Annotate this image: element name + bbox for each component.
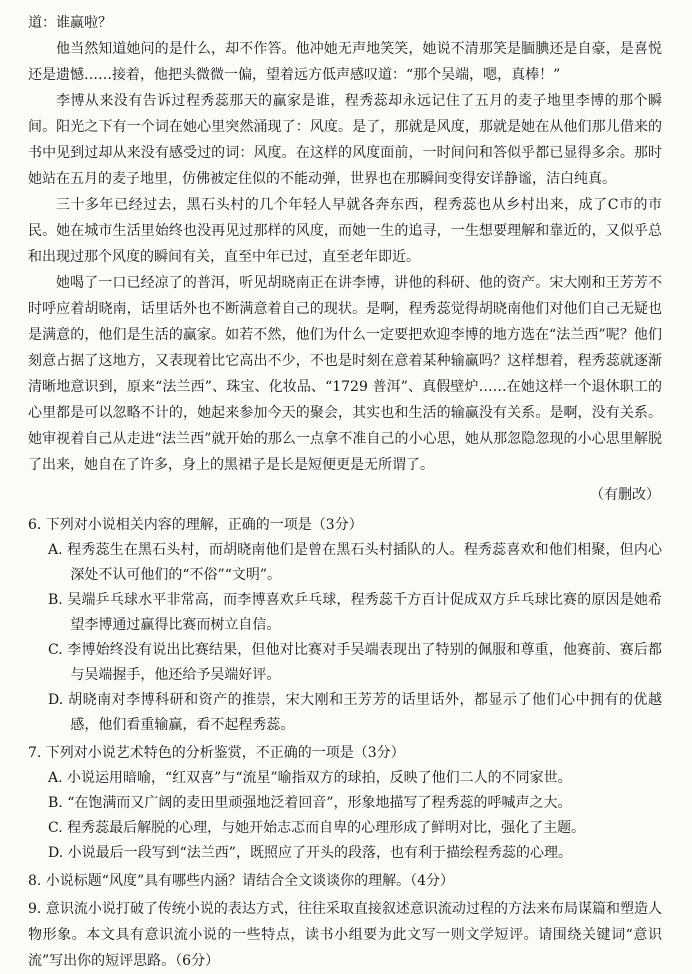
question-stem: 7. 下列对小说艺术特色的分析鉴赏，不正确的一项是（3分）	[28, 745, 405, 761]
question-9	[28, 896, 662, 974]
option-d: D. 胡晓南对李博科研和资产的推崇，宋大刚和王芳芳的话里话外，都显示了他们心中拥有的优越感，他们看重输赢，看不起程秀蕊。	[48, 692, 662, 733]
question-8	[28, 868, 662, 894]
question-stem: 8. 小说标题“风度”具有哪些内涵？请结合全文谈谈你的理解。（4分）	[28, 873, 455, 889]
question-stem: 6. 下列对小说相关内容的理解，正确的一项是（3分）	[28, 517, 363, 533]
passage-paragraph: 三十多年已经过去，黑石头村的几个年轻人早就各奔东西，程秀蕊也从乡村出来，成了C市的市民。她在城市生活里始终也没再见过那样的风度，而她一生的追寻，一生想要理解和靠近的，又似乎总和出现过那个风度的瞬间有关，直至中年已过，直至老年即近。	[28, 197, 662, 265]
passage	[28, 10, 662, 478]
question-stem: 9. 意识流小说打破了传统小说的表达方式，往往采取直接叙述意识流动过程的方法来布局谋篇和塑造人物形象。本文具有意识流小说的一些特点，读书小组要为此文写一则文学短评。请围绕关键词“意识流”写出你的短评思路。（6分）	[28, 901, 662, 969]
passage-paragraph: 他当然知道她问的是什么，却不作答。他冲她无声地笑笑，她说不清那笑是腼腆还是自豪，是喜悦还是遗憾……接着，他把头微微一偏，望着远方低声感叹道：“那个吴端，嗯，真棒！”	[28, 41, 662, 83]
question-6	[28, 512, 662, 738]
option-c: C. 程秀蕊最后解脱的心理，与她开始志忑而自卑的心理形成了鲜明对比，强化了主题。	[48, 820, 586, 836]
option-c: C. 李博始终没有说出比赛结果，但他对比赛对手吴端表现出了特别的佩服和尊重，他赛前、赛后都与吴端握手，他还给予吴端好评。	[48, 642, 662, 683]
passage-paragraph: 李博从来没有告诉过程秀蕊那天的赢家是谁，程秀蕊却永远记住了五月的麦子地里李博的那个瞬间。阳光之下有一个词在她心里突然涌现了：风度。是了，那就是风度，那就是她在从他们那儿借来的书中见到过却从来没有感受过的词：风度。在这样的风度面前，一时间问和答似乎都已显得多余。那时她站在五月的麦子地里，仿佛被定住似的不能动弹，世界也在那瞬间变得安详静谧，洁白纯真。	[28, 93, 662, 187]
source-note: （有删改）	[590, 487, 660, 503]
option-a: A. 小说运用暗喻，“红双喜”与“流星”喻指双方的球拍，反映了他们二人的不同家世。	[48, 770, 572, 786]
passage-paragraph: 道：谁赢啦？	[28, 15, 112, 31]
question-7	[28, 740, 662, 866]
option-d: D. 小说最后一段写到“法兰西”，既照应了开头的段落，也有利于描绘程秀蕊的心理。	[48, 845, 572, 861]
option-b: B. “在饱满而又广阔的麦田里顽强地泛着回音”，形象地描写了程秀蕊的呼喊声之大。	[48, 795, 572, 811]
passage-paragraph: 她喝了一口已经凉了的普洱，听见胡晓南正在讲李博，讲他的科研、他的资产。宋大刚和王芳芳不时呼应着胡晓南，话里话外也不断满意着自己的现状。是啊，程秀蕊觉得胡晓南他们对他们自己无疑也是满意的，他们是生活的赢家。如若不然，他们为什么一定要把欢迎李博的地方选在“法兰西”呢？他们刻意占据了这地方，又表现着比它高出不少，不也是时刻在意着某种输赢吗？这样想着，程秀蕊就逐渐清晰地意识到，原来“法兰西”、珠宝、化妆品、“1729 普洱”、真假壁炉……在她这样一个退休职工的心里都是可以忽略不计的，她起来参加今天的聚会，其实也和生活的输赢没有关系。是啊，没有关系。她审视着自己从走进“法兰西”就开始的那么一点拿不准自己的小心思，她从那忽隐忽现的小心思里解脱了出来，她自在了许多，身上的黑裙子是长是短便更是无所谓了。	[28, 275, 662, 473]
option-b: B. 吴端乒乓球水平非常高，而李博喜欢乒乓球，程秀蕊千方百计促成双方乒乓球比赛的原因是她希望李博通过赢得比赛而树立自信。	[48, 592, 662, 633]
option-a: A. 程秀蕊生在黑石头村，而胡晓南他们是曾在黑石头村插队的人。程秀蕊喜欢和他们相聚，但内心深处不认可他们的“不俗”“文明”。	[48, 542, 662, 583]
